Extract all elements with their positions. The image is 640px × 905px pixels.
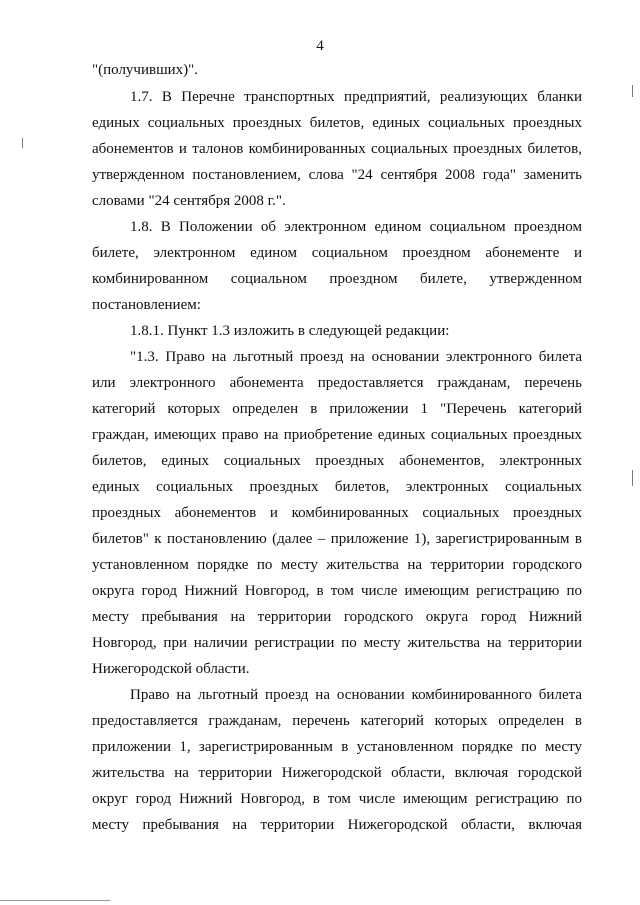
text-line: билете, электронном едином социальном проездном абонементе и xyxy=(92,245,582,261)
text-line: месту пребывания на территории городского округа город Нижний xyxy=(92,609,582,625)
text-line: билетов, единых социальных проездных абонементов, электронных xyxy=(92,453,582,469)
text-line: словами "24 сентября 2008 г.". xyxy=(92,193,286,209)
text-line: "(получивших)". xyxy=(92,62,199,78)
text-line: Право на льготный проезд на основании комбинированного билета xyxy=(130,687,582,703)
scan-artifact xyxy=(0,900,110,901)
text-line: Нижегородской области. xyxy=(92,661,250,677)
text-line: граждан, имеющих право на приобретение единых социальных проездных xyxy=(92,427,582,443)
text-line: или электронного абонемента предоставляется гражданам, перечень xyxy=(92,375,582,391)
text-line: единых социальных проездных билетов, электронных социальных xyxy=(92,479,582,495)
text-line: округ город Нижний Новгород, в том числе имеющим регистрацию по xyxy=(92,791,582,807)
scan-artifact xyxy=(22,138,23,148)
text-line: комбинированном социальном проездном билете, утвержденном xyxy=(92,271,582,287)
text-line: абонементов и талонов комбинированных социальных проездных билетов, xyxy=(92,141,582,157)
page-number: 4 xyxy=(316,38,324,54)
text-line: проездных абонементов и комбинированных социальных проездных xyxy=(92,505,582,521)
text-line: 1.7. В Перечне транспортных предприятий, реализующих бланки xyxy=(130,89,582,105)
scan-artifact xyxy=(632,85,633,97)
text-line: единых социальных проездных билетов, единых социальных проездных xyxy=(92,115,582,131)
text-line: 1.8. В Положении об электронном едином социальном проездном xyxy=(130,219,582,235)
text-line: месту пребывания на территории Нижегородской области, включая xyxy=(92,817,582,833)
text-line: жительства на территории Нижегородской области, включая городской xyxy=(92,765,582,781)
text-line: постановлением: xyxy=(92,297,201,313)
text-line: приложении 1, зарегистрированным в установленном порядке по месту xyxy=(92,739,582,755)
text-line: утвержденном постановлением, слова "24 сентября 2008 года" заменить xyxy=(92,167,582,183)
text-line: установленном порядке по месту жительства на территории городского xyxy=(92,557,582,573)
scan-artifact xyxy=(632,470,633,486)
text-line: Новгород, при наличии регистрации по месту жительства на территории xyxy=(92,635,582,651)
text-line: округа город Нижний Новгород, в том числе имеющим регистрацию по xyxy=(92,583,582,599)
text-line: 1.8.1. Пункт 1.3 изложить в следующей редакции: xyxy=(130,323,450,339)
text-line: билетов" к постановлению (далее – приложение 1), зарегистрированным в xyxy=(92,531,582,547)
text-line: предоставляется гражданам, перечень категорий которых определен в xyxy=(92,713,582,729)
text-line: категорий которых определен в приложении 1 "Перечень категорий xyxy=(92,401,582,417)
text-line: "1.3. Право на льготный проезд на основании электронного билета xyxy=(130,349,582,365)
